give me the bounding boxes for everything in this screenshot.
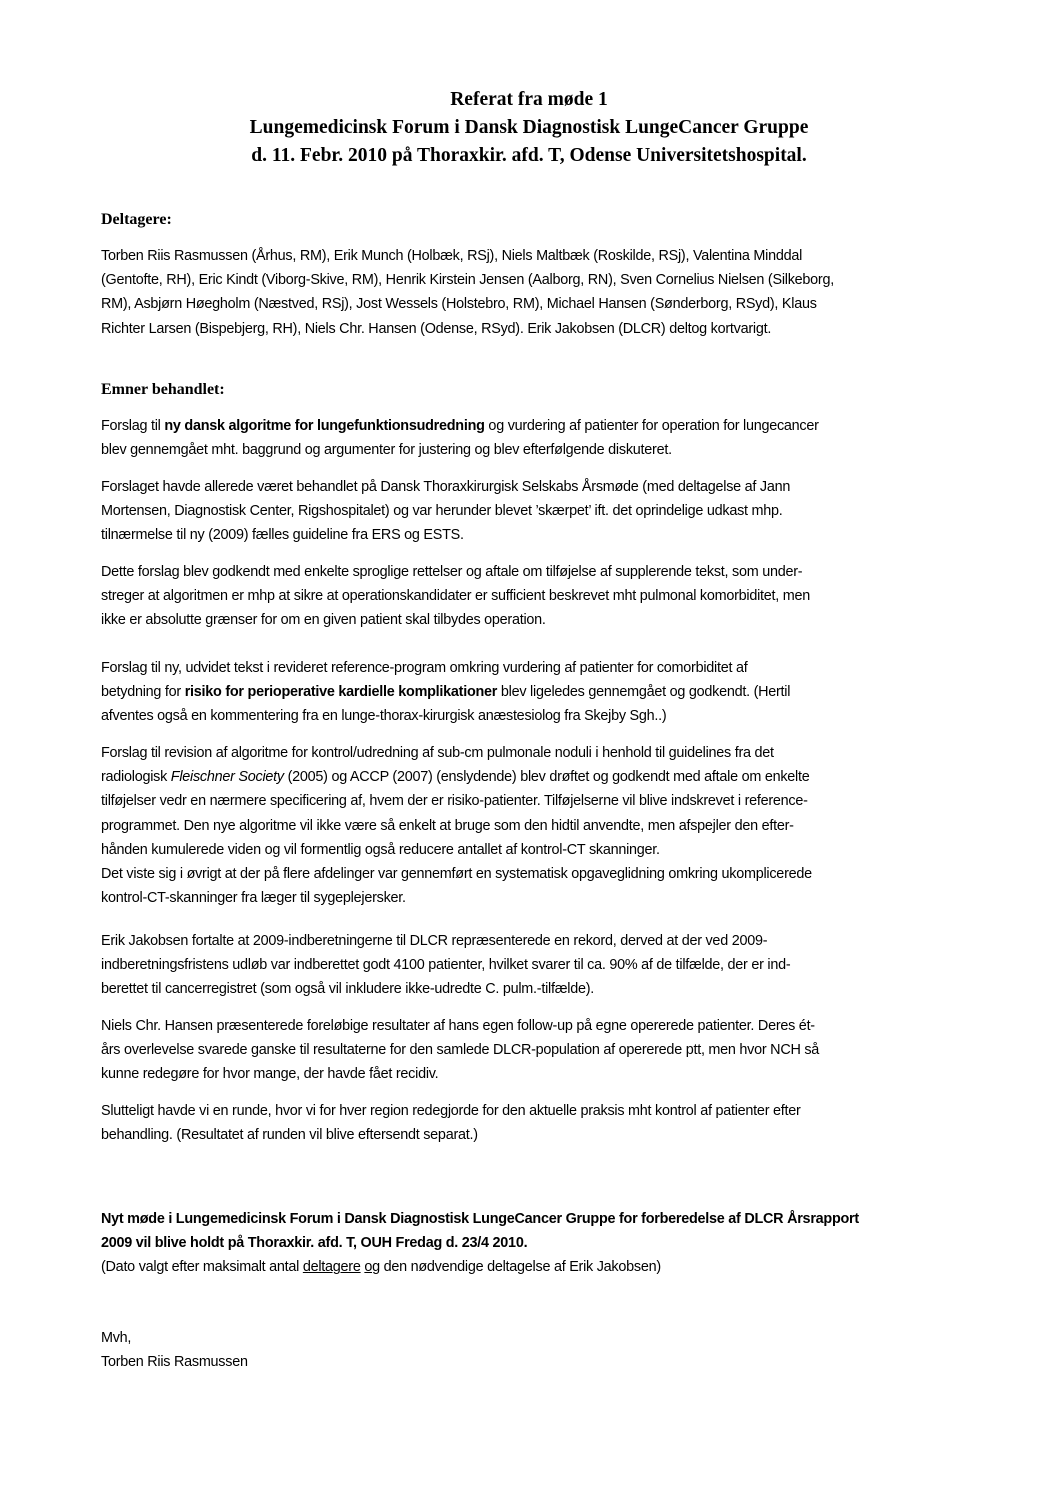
paragraph-line: Forslaget havde allerede været behandlet på Dansk Thoraxkirurgisk Selskabs Årsmøde (med deltagelse af Jann — [101, 479, 791, 495]
text-run: og vurdering af patienter for operation for lungecancer — [484, 418, 819, 434]
paragraph-line: ikke er absolutte grænser for om en given patient skal tilbydes operation. — [101, 612, 546, 629]
signature-block — [101, 1326, 961, 1374]
paragraph-line: Mortensen, Diagnostisk Center, Rigshospitalet) og var herunder blevet ’skærpet’ ift. det oprindelige udkast mhp. — [101, 503, 783, 520]
paragraph-line: Niels Chr. Hansen præsenterede foreløbige resultater af hans egen follow-up på egne opererede patienter. Deres ét- — [101, 1018, 815, 1034]
paragraph-line: hånden kumulerede viden og vil formentlig også reducere antallet af kontrol-CT skanninger. — [101, 841, 660, 858]
paragraph-line — [101, 1255, 961, 1279]
text-run: Forslag til — [101, 418, 165, 434]
topic-paragraph-3 — [101, 560, 961, 633]
topic-paragraph-8 — [101, 1099, 961, 1147]
title-line-2: Lungemedicinsk Forum i Dansk Diagnostisk LungeCancer Gruppe — [249, 117, 809, 138]
paragraph-line: indberetningsfristens udløb var indberettet godt 4100 patienter, hvilket svarer til ca. 90% af de tilfælde, der er ind- — [101, 957, 791, 974]
paragraph-line: kunne redegøre for hvor mange, der havde fået recidiv. — [101, 1066, 439, 1083]
text-run: blev ligeledes gennemgået og godkendt. (Hertil — [497, 684, 791, 701]
italic-text: Fleischner Society — [170, 769, 284, 786]
signer-name: Torben Riis Rasmussen — [101, 1354, 248, 1371]
paragraph-line: behandling. (Resultatet af runden vil blive eftersendt separat.) — [101, 1127, 478, 1144]
text-run: (2005) og ACCP (2007) (enslydende) blev drøftet og godkendt med aftale om enkelte — [283, 769, 810, 786]
paragraph-line: Det viste sig i øvrigt at der på flere afdelinger var gennemført en systematisk opgaveglidning omkring ukomplicerede — [101, 866, 812, 883]
paragraph-line: Nyt møde i Lungemedicinsk Forum i Dansk Diagnostisk LungeCancer Gruppe for forberedelse af DLCR Årsrapport — [101, 1211, 859, 1227]
paragraph-line: blev gennemgået mht. baggrund og argumenter for justering og blev efterfølgende diskuteret. — [101, 442, 672, 459]
paragraph-line: Dette forslag blev godkendt med enkelte sproglige rettelser og aftale om tilføjelse af supplerende tekst, som under- — [101, 564, 803, 580]
topic-paragraph-5 — [101, 741, 961, 910]
greeting: Mvh, — [101, 1330, 132, 1346]
emphasis-text: risiko for perioperative kardielle komplikationer — [184, 684, 498, 701]
underlined-text: og — [364, 1259, 380, 1276]
underlined-text: deltagere — [302, 1259, 361, 1276]
paragraph-line: tilnærmelse til ny (2009) fælles guideline fra ERS og ESTS. — [101, 527, 464, 544]
paragraph-line — [101, 414, 961, 438]
paragraph-line: tilføjelser vedr en nærmere specificering af, hvem der er risiko-patienter. Tilføjelserne vil blive indskrevet i reference- — [101, 793, 808, 810]
paragraph-line: års overlevelse svarede ganske til resultaterne for den samlede DLCR-population af opererede ptt, men hvor NCH så — [101, 1042, 820, 1059]
paragraph-line: streger at algoritmen er mhp at sikre at operationskandidater er sufficient beskrevet mht pulmonal komorbiditet, men — [101, 588, 811, 605]
paragraph-line: programmet. Den nye algoritme vil ikke være så enkelt at bruge som den hidtil anvendte, men afspejler den efter- — [101, 817, 794, 834]
paragraph-line — [101, 680, 961, 704]
text-run: (Dato valgt efter maksimalt antal — [101, 1259, 303, 1276]
paragraph-line: Erik Jakobsen fortalte at 2009-indberetningerne til DLCR repræsenterede en rekord, derved at der ved 2009- — [101, 933, 768, 949]
paragraph-line: Slutteligt havde vi en runde, hvor vi for hver region redegjorde for den aktuelle praksis mht kontrol af patienter efter — [101, 1103, 801, 1119]
text-run: radiologisk — [101, 769, 171, 786]
next-meeting-notice — [101, 1207, 961, 1280]
paragraph-line: Forslag til ny, udvidet tekst i revideret reference-program omkring vurdering af patienter for comorbiditet af — [101, 660, 748, 676]
emphasis-text: ny dansk algoritme for lungefunktionsudredning — [164, 418, 485, 434]
participants-line: (Gentofte, RH), Eric Kindt (Viborg-Skive, RM), Henrik Kirstein Jensen (Aalborg, RN), Sven Cornelius Nielsen (Silkeborg, — [101, 272, 834, 289]
topics-heading: Emner behandlet: — [101, 381, 225, 398]
paragraph-line: kontrol-CT-skanninger fra læger til sygeplejersker. — [101, 890, 406, 907]
title-line-1: Referat fra møde 1 — [450, 89, 608, 110]
document-title — [100, 86, 958, 170]
title-line-3: d. 11. Febr. 2010 på Thoraxkir. afd. T, Odense Universitetshospital. — [251, 145, 807, 166]
paragraph-line: 2009 vil blive holdt på Thoraxkir. afd. T, OUH Fredag d. 23/4 2010. — [101, 1235, 528, 1252]
participants-list — [101, 244, 961, 341]
text-run: betydning for — [101, 684, 185, 701]
paragraph-line: berettet til cancerregistret (som også vil inkludere ikke-udredte C. pulm.-tilfælde). — [101, 981, 595, 998]
topic-paragraph-1 — [101, 414, 961, 462]
participants-heading: Deltagere: — [101, 211, 172, 228]
participants-line: Torben Riis Rasmussen (Århus, RM), Erik Munch (Holbæk, RSj), Niels Maltbæk (Roskilde, RSj), Valentina Minddal — [101, 248, 803, 264]
topic-paragraph-6 — [101, 929, 961, 1002]
participants-line: RM), Asbjørn Høegholm (Næstved, RSj), Jost Wessels (Holstebro, RM), Michael Hansen (Sønderborg, RSyd), Klaus — [101, 296, 817, 313]
participants-line: Richter Larsen (Bispebjerg, RH), Niels Chr. Hansen (Odense, RSyd). Erik Jakobsen (DLCR) deltog kortvarigt. — [101, 320, 772, 337]
paragraph-line — [101, 765, 961, 789]
paragraph-line: afventes også en kommentering fra en lunge-thorax-kirurgisk anæstesiolog fra Skejby Sgh..) — [101, 708, 667, 725]
text-run: den nødvendige deltagelse af Erik Jakobsen) — [379, 1259, 661, 1276]
paragraph-line: Forslag til revision af algoritme for kontrol/udredning af sub-cm pulmonale noduli i henhold til guidelines fra det — [101, 745, 774, 761]
topic-paragraph-7 — [101, 1014, 961, 1087]
topic-paragraph-4 — [101, 656, 961, 729]
topic-paragraph-2 — [101, 475, 961, 548]
